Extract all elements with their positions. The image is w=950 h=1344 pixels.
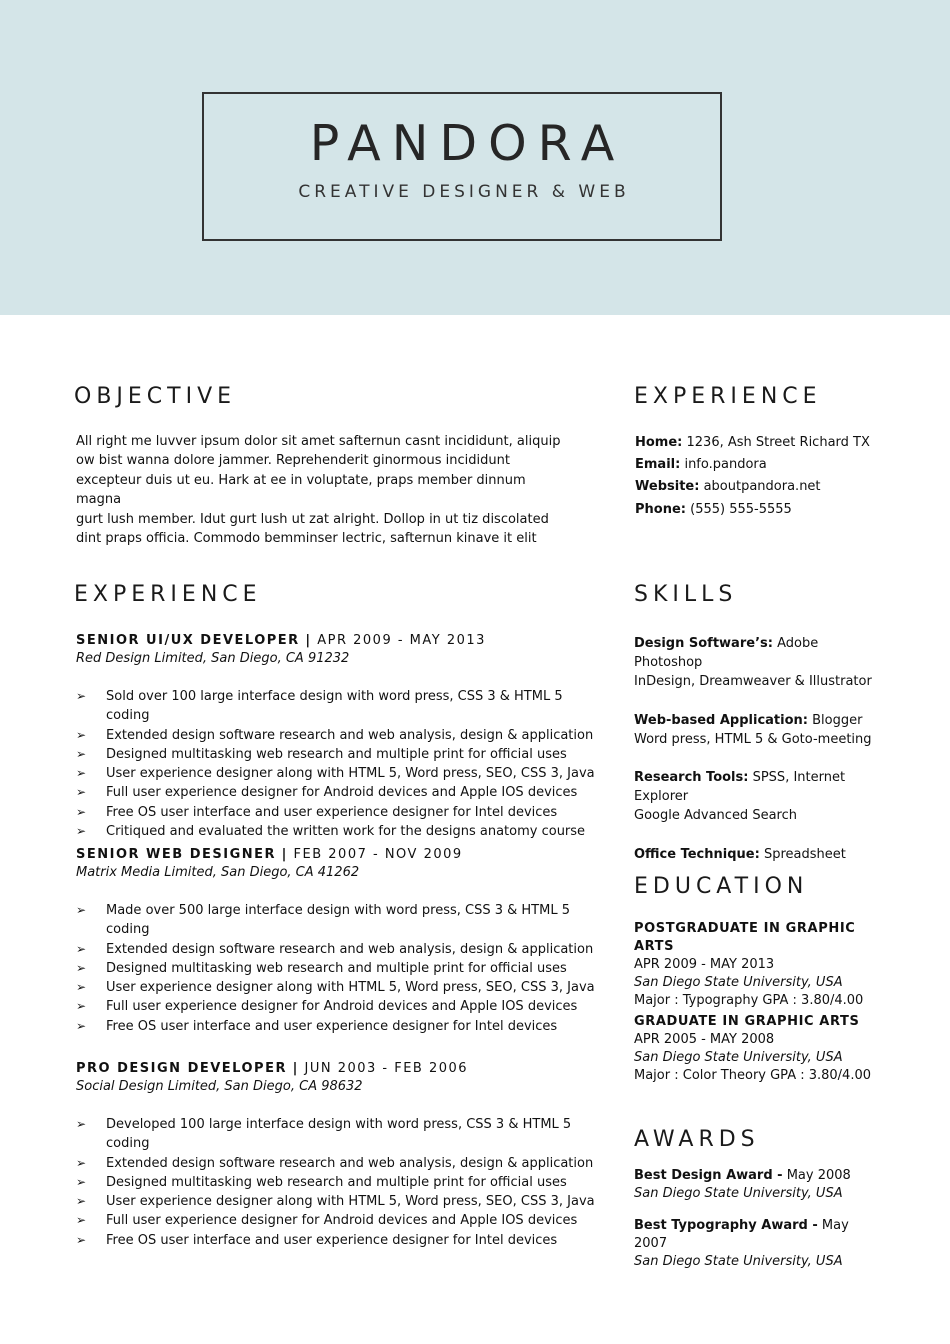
experience-heading: EXPERIENCE xyxy=(74,582,262,607)
objective-line: All right me luvver ipsum dolor sit amet safternun casnt incididunt, aliquip xyxy=(76,434,561,449)
contact-value: aboutpandora.net xyxy=(703,479,821,495)
job-dates: APR 2009 - MAY 2013 xyxy=(317,633,486,648)
job-bullet xyxy=(76,959,596,978)
skill-text: InDesign, Dreamweaver & Illustrator xyxy=(634,674,872,690)
arrow-bullet-icon: ➢ xyxy=(76,689,87,703)
job-dates: JUN 2003 - FEB 2006 xyxy=(304,1061,469,1076)
objective-line: excepteur duis ut eu. Hark at ee in voluptate, praps member dinnum magna xyxy=(76,472,526,508)
job-bullet xyxy=(76,1173,596,1192)
skills-list xyxy=(634,634,879,862)
contact-value: info.pandora xyxy=(684,457,767,473)
job-bullet xyxy=(76,783,596,802)
education-heading: EDUCATION xyxy=(634,874,809,899)
skill-item xyxy=(634,634,879,692)
arrow-bullet-icon: ➢ xyxy=(76,941,87,956)
award-title: Best Typography Award - xyxy=(634,1218,818,1233)
skill-text: Spreadsheet xyxy=(763,846,846,862)
job-bullet-text: Free OS user interface and user experience designer for Intel devices xyxy=(106,804,558,820)
arrow-bullet-icon: ➢ xyxy=(76,824,87,839)
arrow-bullet-icon: ➢ xyxy=(76,1213,87,1228)
education-list xyxy=(634,920,879,1083)
arrow-bullet-icon: ➢ xyxy=(76,960,87,975)
job-bullet xyxy=(76,1115,596,1154)
job-bullet xyxy=(76,1192,596,1211)
arrow-bullet-icon: ➢ xyxy=(76,980,87,995)
skill-text: Google Advanced Search xyxy=(634,808,797,824)
contact-label: Email: xyxy=(635,457,681,473)
contact-label: Home: xyxy=(635,435,683,450)
skill-label: Research Tools: xyxy=(634,770,749,786)
arrow-bullet-icon: ➢ xyxy=(76,903,87,917)
skill-label: Office Technique: xyxy=(634,846,760,862)
contact-home xyxy=(635,432,935,454)
job-bullet xyxy=(76,687,596,726)
skill-text: Adobe xyxy=(777,636,819,651)
job-bullet xyxy=(76,940,596,959)
award-school: San Diego State University, USA xyxy=(634,1186,843,1201)
objective-line: dint praps officia. Commodo bemminser lectric, safternun kinave it elit xyxy=(76,531,537,547)
job-company: Social Design Limited, San Diego, CA 98632 xyxy=(76,1079,363,1094)
job-title-line: PRO DESIGN DEVELOPER | JUN 2003 - FEB 2006 xyxy=(76,1061,469,1076)
job-bullet xyxy=(76,1017,596,1036)
job-bullet-text: Extended design software research and web analysis, design & application xyxy=(106,727,594,743)
job-bullet xyxy=(76,901,596,940)
award-date: May 2008 xyxy=(786,1168,851,1183)
education-degree: GRADUATE IN GRAPHIC ARTS xyxy=(634,1014,860,1029)
job-bullets xyxy=(76,1115,596,1250)
arrow-bullet-icon: ➢ xyxy=(76,1155,87,1170)
arrow-bullet-icon: ➢ xyxy=(76,1194,87,1209)
skill-text: Photoshop xyxy=(634,655,703,671)
job-bullets xyxy=(76,901,596,1036)
arrow-bullet-icon: ➢ xyxy=(76,1018,87,1033)
skill-label: Web-based Application: xyxy=(634,712,808,728)
job-bullet xyxy=(76,764,596,783)
job-bullet xyxy=(76,803,596,822)
job-title-line: SENIOR WEB DESIGNER | FEB 2007 - NOV 2009 xyxy=(76,847,463,862)
job-bullets xyxy=(76,687,596,841)
contact-label: Phone: xyxy=(635,501,686,517)
job-bullet xyxy=(76,978,596,997)
arrow-bullet-icon: ➢ xyxy=(76,1117,87,1131)
job-entry xyxy=(76,846,596,1036)
education-dates: APR 2009 - MAY 2013 xyxy=(634,957,775,972)
arrow-bullet-icon: ➢ xyxy=(76,766,87,781)
job-bullet xyxy=(76,1154,596,1173)
skills-heading: SKILLS xyxy=(634,582,738,607)
education-detail: Major : Color Theory GPA : 3.80/4.00 xyxy=(634,1068,872,1083)
education-school: San Diego State University, USA xyxy=(634,975,843,990)
job-bullet-text: User experience designer along with HTML 5, Word press, SEO, CSS 3, Java xyxy=(106,1194,595,1210)
skill-item xyxy=(634,711,879,749)
job-bullet-text: Full user experience designer for Android devices and Apple IOS devices xyxy=(106,999,578,1015)
arrow-bullet-icon: ➢ xyxy=(76,1232,87,1247)
job-bullet-text: Sold over 100 large interface design with word press, CSS 3 & HTML 5 coding xyxy=(106,689,563,724)
job-entry xyxy=(76,1060,596,1250)
job-bullet xyxy=(76,997,596,1016)
job-company: Red Design Limited, San Diego, CA 91232 xyxy=(76,651,350,666)
skill-item xyxy=(634,768,879,826)
skill-item xyxy=(634,845,879,864)
education-dates: APR 2005 - MAY 2008 xyxy=(634,1032,775,1047)
award-date: May 2007 xyxy=(634,1218,849,1251)
award-title: Best Design Award - xyxy=(634,1168,783,1183)
arrow-bullet-icon: ➢ xyxy=(76,1174,87,1189)
job-entry xyxy=(76,632,596,840)
job-bullet-text: User experience designer along with HTML 5, Word press, SEO, CSS 3, Java xyxy=(106,980,595,996)
awards-heading: AWARDS xyxy=(634,1127,760,1152)
objective-line: gurt lush member. Idut gurt lush ut zat alright. Dollop in ut tiz discolated xyxy=(76,511,549,527)
contact-heading: EXPERIENCE xyxy=(634,384,822,409)
award-item xyxy=(634,1167,879,1203)
awards-list xyxy=(634,1167,879,1270)
arrow-bullet-icon: ➢ xyxy=(76,804,87,819)
education-degree: POSTGRADUATE IN GRAPHIC ARTS xyxy=(634,921,856,954)
education-school: San Diego State University, USA xyxy=(634,1050,843,1065)
job-bullet-text: Made over 500 large interface design with word press, CSS 3 & HTML 5 coding xyxy=(106,903,570,938)
job-bullet xyxy=(76,822,596,841)
job-role: SENIOR WEB DESIGNER xyxy=(76,847,277,862)
skill-text: Word press, HTML 5 & Goto-meeting xyxy=(634,731,872,747)
contact-value: (555) 555-5555 xyxy=(690,501,792,517)
objective-line: ow bist wanna dolore jammer. Reprehenderit ginormous incididunt xyxy=(76,453,510,469)
award-item xyxy=(634,1217,879,1271)
job-bullet-text: User experience designer along with HTML 5, Word press, SEO, CSS 3, Java xyxy=(106,766,595,782)
skill-label: Design Software’s: xyxy=(634,636,773,651)
education-item xyxy=(634,920,879,1010)
job-role: SENIOR UI/UX DEVELOPER xyxy=(76,633,300,648)
arrow-bullet-icon: ➢ xyxy=(76,785,87,800)
job-bullet-text: Extended design software research and web analysis, design & application xyxy=(106,1155,594,1171)
skill-text: Explorer xyxy=(634,789,689,805)
arrow-bullet-icon: ➢ xyxy=(76,746,87,761)
job-bullet-text: Designed multitasking web research and multiple print for official uses xyxy=(106,746,567,762)
job-bullet xyxy=(76,1211,596,1230)
award-school: San Diego State University, USA xyxy=(634,1254,843,1269)
name-box xyxy=(202,92,722,241)
objective-heading: OBJECTIVE xyxy=(74,384,237,409)
job-bullet-text: Free OS user interface and user experience designer for Intel devices xyxy=(106,1018,558,1034)
job-role: PRO DESIGN DEVELOPER xyxy=(76,1061,287,1076)
education-item xyxy=(634,1013,879,1085)
arrow-bullet-icon: ➢ xyxy=(76,727,87,742)
contact-list xyxy=(635,432,935,521)
job-title-line: SENIOR UI/UX DEVELOPER | APR 2009 - MAY 2013 xyxy=(76,633,486,648)
job-bullet xyxy=(76,745,596,764)
job-bullet-text: Critiqued and evaluated the written work for the designs anatomy course xyxy=(106,824,586,840)
job-company: Matrix Media Limited, San Diego, CA 41262 xyxy=(76,865,360,880)
job-bullet-text: Designed multitasking web research and multiple print for official uses xyxy=(106,1174,567,1190)
contact-website xyxy=(635,476,935,498)
resume-name: PANDORA xyxy=(309,115,626,172)
skill-text: Blogger xyxy=(812,712,863,728)
skill-text: SPSS, Internet xyxy=(752,770,846,786)
job-dates: FEB 2007 - NOV 2009 xyxy=(293,847,463,862)
job-bullet-text: Full user experience designer for Android devices and Apple IOS devices xyxy=(106,1213,578,1229)
job-bullet xyxy=(76,1231,596,1250)
contact-value: 1236, Ash Street Richard TX xyxy=(686,435,870,450)
job-bullet-text: Free OS user interface and user experience designer for Intel devices xyxy=(106,1232,558,1248)
contact-label: Website: xyxy=(635,479,700,495)
resume-title: CREATIVE DESIGNER & WEB xyxy=(298,182,630,202)
contact-email xyxy=(635,454,935,476)
education-detail: Major : Typography GPA : 3.80/4.00 xyxy=(634,993,864,1008)
job-bullet-text: Full user experience designer for Android devices and Apple IOS devices xyxy=(106,785,578,801)
arrow-bullet-icon: ➢ xyxy=(76,999,87,1014)
job-bullet-text: Developed 100 large interface design with word press, CSS 3 & HTML 5 coding xyxy=(106,1117,572,1152)
job-bullet xyxy=(76,726,596,745)
objective-text xyxy=(76,432,571,548)
job-bullet-text: Extended design software research and web analysis, design & application xyxy=(106,941,594,957)
job-bullet-text: Designed multitasking web research and multiple print for official uses xyxy=(106,960,567,976)
contact-phone xyxy=(635,499,935,521)
